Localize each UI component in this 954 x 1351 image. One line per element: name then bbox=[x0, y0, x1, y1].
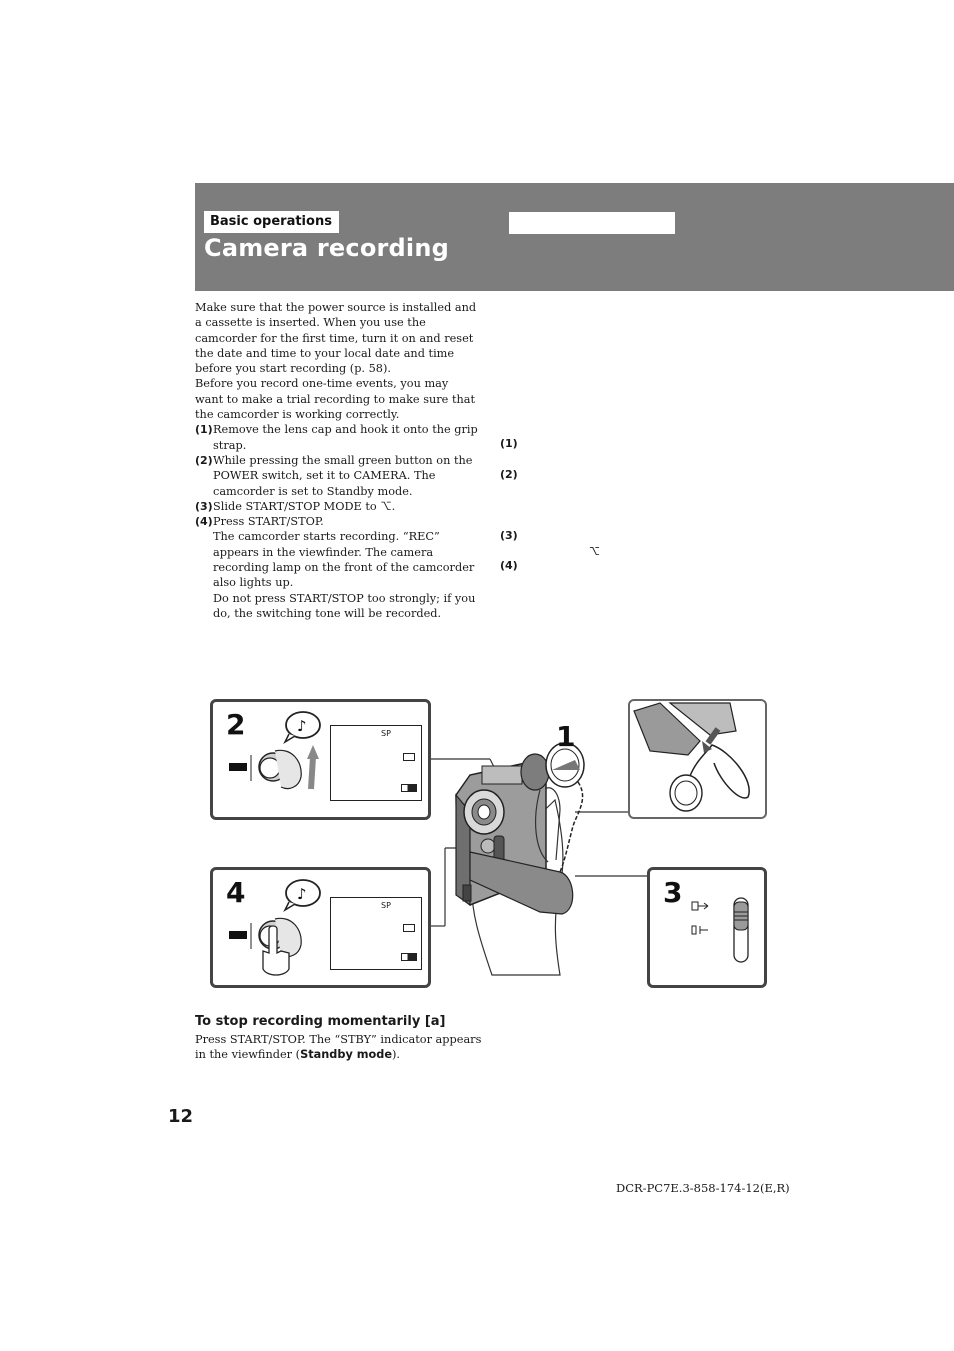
figure-label-1: 1 bbox=[556, 720, 576, 753]
sp-indicator: SP bbox=[381, 729, 391, 738]
stop-recording-text bbox=[195, 1032, 485, 1063]
document-code: DCR-PC7E.3-858-174-12(E,R) bbox=[616, 1181, 790, 1195]
mode-symbol: ⌥ bbox=[589, 545, 600, 558]
beep-sound-icon bbox=[283, 710, 323, 744]
beep-sound-icon bbox=[283, 878, 323, 912]
step-text: Press START/STOP. bbox=[213, 515, 324, 529]
stop-text-part-1: Press START/STOP. The “STBY” indicator appears in the viewfinder ( bbox=[195, 1033, 482, 1062]
mode-switch-icon bbox=[690, 890, 760, 980]
cassette-icon bbox=[403, 924, 415, 932]
panel-step-3 bbox=[647, 867, 767, 988]
battery-icon bbox=[401, 784, 417, 792]
step-text: Remove the lens cap and hook it onto the grip strap. bbox=[213, 423, 478, 452]
step-text: While pressing the small green button on the POWER switch, set it to CAMERA. The camcorder is set to Standby mode. bbox=[213, 453, 473, 498]
section-label: Basic operations bbox=[204, 211, 339, 233]
right-step-number-1: (1) bbox=[500, 437, 518, 450]
stop-text-part-2: ). bbox=[392, 1048, 401, 1062]
right-step-number-2: (2) bbox=[500, 468, 518, 481]
step-4-note-1: The camcorder starts recording. “REC” appears in the viewfinder. The camera recording lamp on the front of the camcorder also lights up. bbox=[213, 530, 475, 590]
step-number: (3) bbox=[195, 499, 213, 513]
lens-cap-hook-icon bbox=[630, 701, 765, 817]
svg-text:♪: ♪ bbox=[297, 717, 307, 735]
step-number: (1) bbox=[195, 423, 213, 437]
step-text: Slide START/STOP MODE to ⌥. bbox=[213, 499, 396, 513]
panel-step-4 bbox=[210, 867, 431, 988]
intro-paragraph-1: Make sure that the power source is installed and a cassette is inserted. When you use the camcorder for the first time, turn it on and reset the date and time to your local date and time before you start recording (p. 58). bbox=[195, 301, 477, 376]
battery-icon bbox=[401, 953, 417, 961]
page-title: Camera recording bbox=[204, 234, 450, 262]
step-number: (4) bbox=[195, 515, 213, 529]
intro-paragraph-2: Before you record one-time events, you may want to make a trial recording to make sure that the camcorder is working correctly. bbox=[195, 377, 476, 422]
cassette-icon bbox=[403, 753, 415, 761]
panel-label-2: 2 bbox=[226, 708, 246, 741]
standby-mode-bold: Standby mode bbox=[300, 1048, 393, 1062]
step-number: (2) bbox=[195, 453, 213, 467]
right-step-number-4: (4) bbox=[500, 559, 518, 572]
panel-step-2 bbox=[210, 699, 431, 820]
stop-recording-heading: To stop recording momentarily [a] bbox=[195, 1014, 446, 1029]
page-number: 12 bbox=[168, 1106, 194, 1127]
panel-label-3: 3 bbox=[663, 876, 683, 909]
viewfinder-display bbox=[330, 897, 422, 970]
svg-text:♪: ♪ bbox=[297, 885, 307, 903]
step-4-note-2: Do not press START/STOP too strongly; if you do, the switching tone will be recorded. bbox=[213, 591, 476, 620]
panel-label-4: 4 bbox=[226, 876, 246, 909]
right-step-number-3: (3) bbox=[500, 529, 518, 542]
sp-indicator: SP bbox=[381, 901, 391, 910]
viewfinder-display bbox=[330, 725, 422, 801]
panel-step-1 bbox=[628, 699, 767, 819]
